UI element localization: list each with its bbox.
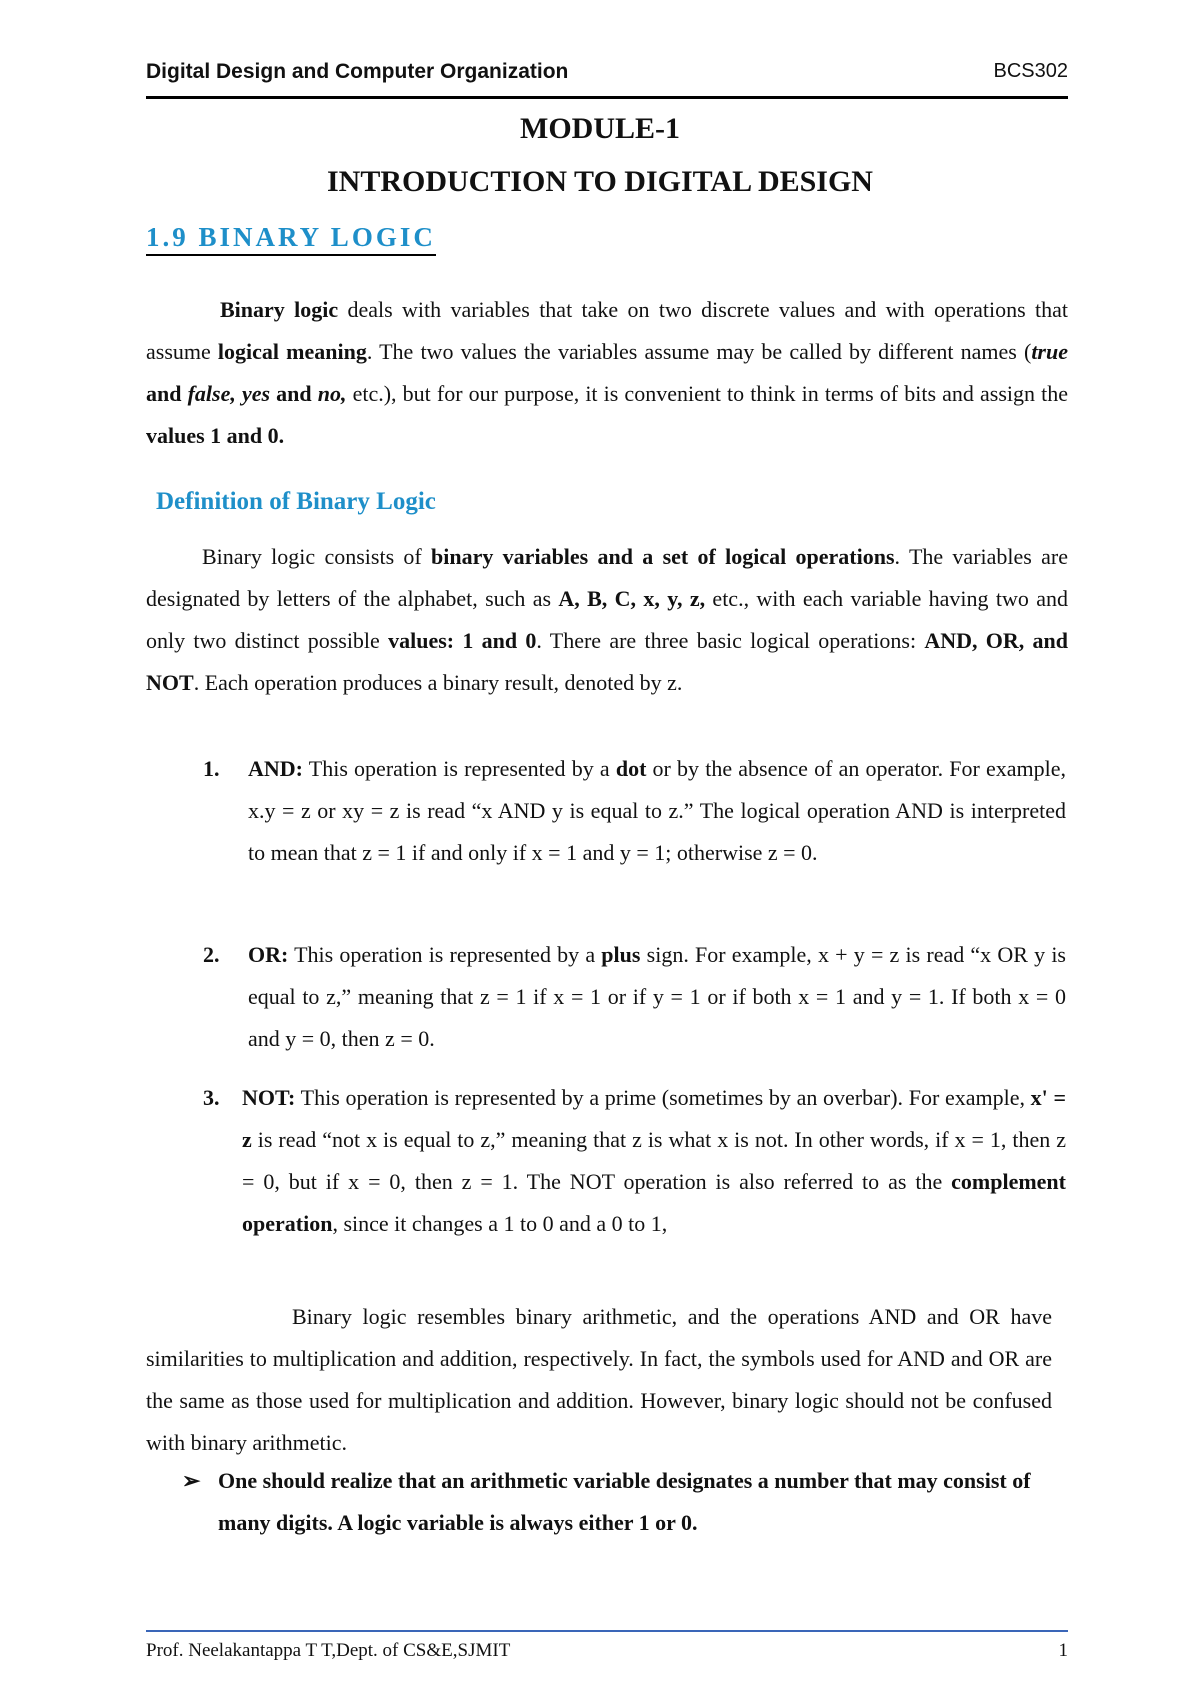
intro-and: and [270, 381, 318, 406]
list-text: or by the absence of an operator. For example, x.y = z or xy = z is read “x AND y is equal to z.” The logical operation AND is interpreted to mean that z = 1 if and only if x = 1 and y = 1; otherwise z = 0. [248, 756, 1067, 865]
intro-text: etc.), but for our purpose, it is convenient to think in terms of bits and assign the [346, 381, 1068, 406]
definition-paragraph [146, 536, 1068, 704]
intro-term-logical: logical meaning [217, 339, 367, 364]
chapter-title: INTRODUCTION TO DIGITAL DESIGN [327, 165, 873, 198]
intro-text: . The two values the variables assume may be called by different names ( [366, 339, 1032, 364]
definition-text: . The variables are designated by letters of the alphabet, such as [146, 544, 1068, 611]
list-text: sign. For example, x + y = z is read “x OR y is equal to z,” meaning that z = 1 if x = 1 or if y = 1 or if both x = 1 and y = 1. If both x = 0 and y = 0, then z = 0. [248, 942, 1066, 1051]
resemblance-paragraph: Binary logic resembles binary arithmetic, and the operations AND and OR have similarities to multiplication and addition, respectively. In fact, the symbols used for AND and OR are the same as those used for multiplication and addition. However, binary logic should not be confused with binary arithmetic. [146, 1304, 1052, 1455]
list-item-body [248, 934, 1066, 1060]
list-term: x' = z [242, 1085, 1066, 1152]
intro-term-no: no, [317, 381, 347, 406]
intro-and: and [146, 381, 188, 406]
page-header [146, 58, 1068, 99]
list-number: 1. [203, 756, 220, 781]
list-number: 2. [203, 942, 220, 967]
list-item-body [248, 748, 1066, 874]
note-text: One should realize that an arithmetic variable designates a number that may consist of many digits. A logic variable is always either 1 or 0. [218, 1468, 1031, 1535]
list-text: This operation is represented by a [288, 942, 602, 967]
list-item-body [242, 1077, 1066, 1245]
definition-text: . There are three basic logical operations: [536, 628, 925, 653]
course-title: Digital Design and Computer Organization [146, 60, 569, 83]
list-text: is read “not x is equal to z,” meaning that z is what x is not. In other words, if x = 1, then z = 0, but if x = 0, then z = 1. The NOT operation is also referred to as the [242, 1127, 1066, 1194]
list-term: plus [601, 942, 641, 967]
footer-divider [146, 1630, 1068, 1632]
list-text: This operation is represented by a [303, 756, 616, 781]
footer-author: Prof. Neelakantappa T T,Dept. of CS&E,SJMIT [146, 1640, 511, 1661]
intro-term-false-yes: false, yes [187, 381, 271, 406]
definition-values: values: 1 and 0 [388, 628, 537, 653]
list-text: This operation is represented by a prime (sometimes by an overbar). For example, [295, 1085, 1031, 1110]
section-heading: 1.9 BINARY LOGIC [146, 222, 436, 256]
intro-text: deals with variables that take on two discrete values and with operations that assume [146, 297, 1068, 364]
intro-values: values 1 and 0. [146, 423, 285, 448]
list-term: complement operation [242, 1169, 1066, 1236]
list-text: , since it changes a 1 to 0 and a 0 to 1, [332, 1211, 668, 1236]
arrow-bullet-icon: ➢ [182, 1468, 201, 1493]
operation-name: NOT: [242, 1085, 296, 1110]
definition-operations: AND, OR, and NOT [146, 628, 1069, 695]
definition-text: etc., with each variable having two and only two distinct possible [146, 586, 1068, 653]
list-term: dot [615, 756, 647, 781]
page-number: 1 [1058, 1640, 1068, 1661]
intro-term: Binary logic [220, 297, 339, 322]
list-number: 3. [203, 1085, 220, 1110]
intro-term-true: true [1031, 339, 1068, 364]
course-code: BCS302 [993, 60, 1068, 82]
definition-text: Binary logic consists of [202, 544, 432, 569]
operation-name: AND: [248, 756, 303, 781]
definition-variables: A, B, C, x, y, z, [558, 586, 706, 611]
intro-paragraph [146, 289, 1068, 457]
definition-heading: Definition of Binary Logic [156, 488, 436, 515]
definition-text: . Each operation produces a binary result, denoted by z. [193, 670, 683, 695]
module-title: MODULE-1 [520, 112, 680, 145]
definition-term: binary variables and a set of logical operations [431, 544, 895, 569]
operation-name: OR: [248, 942, 289, 967]
